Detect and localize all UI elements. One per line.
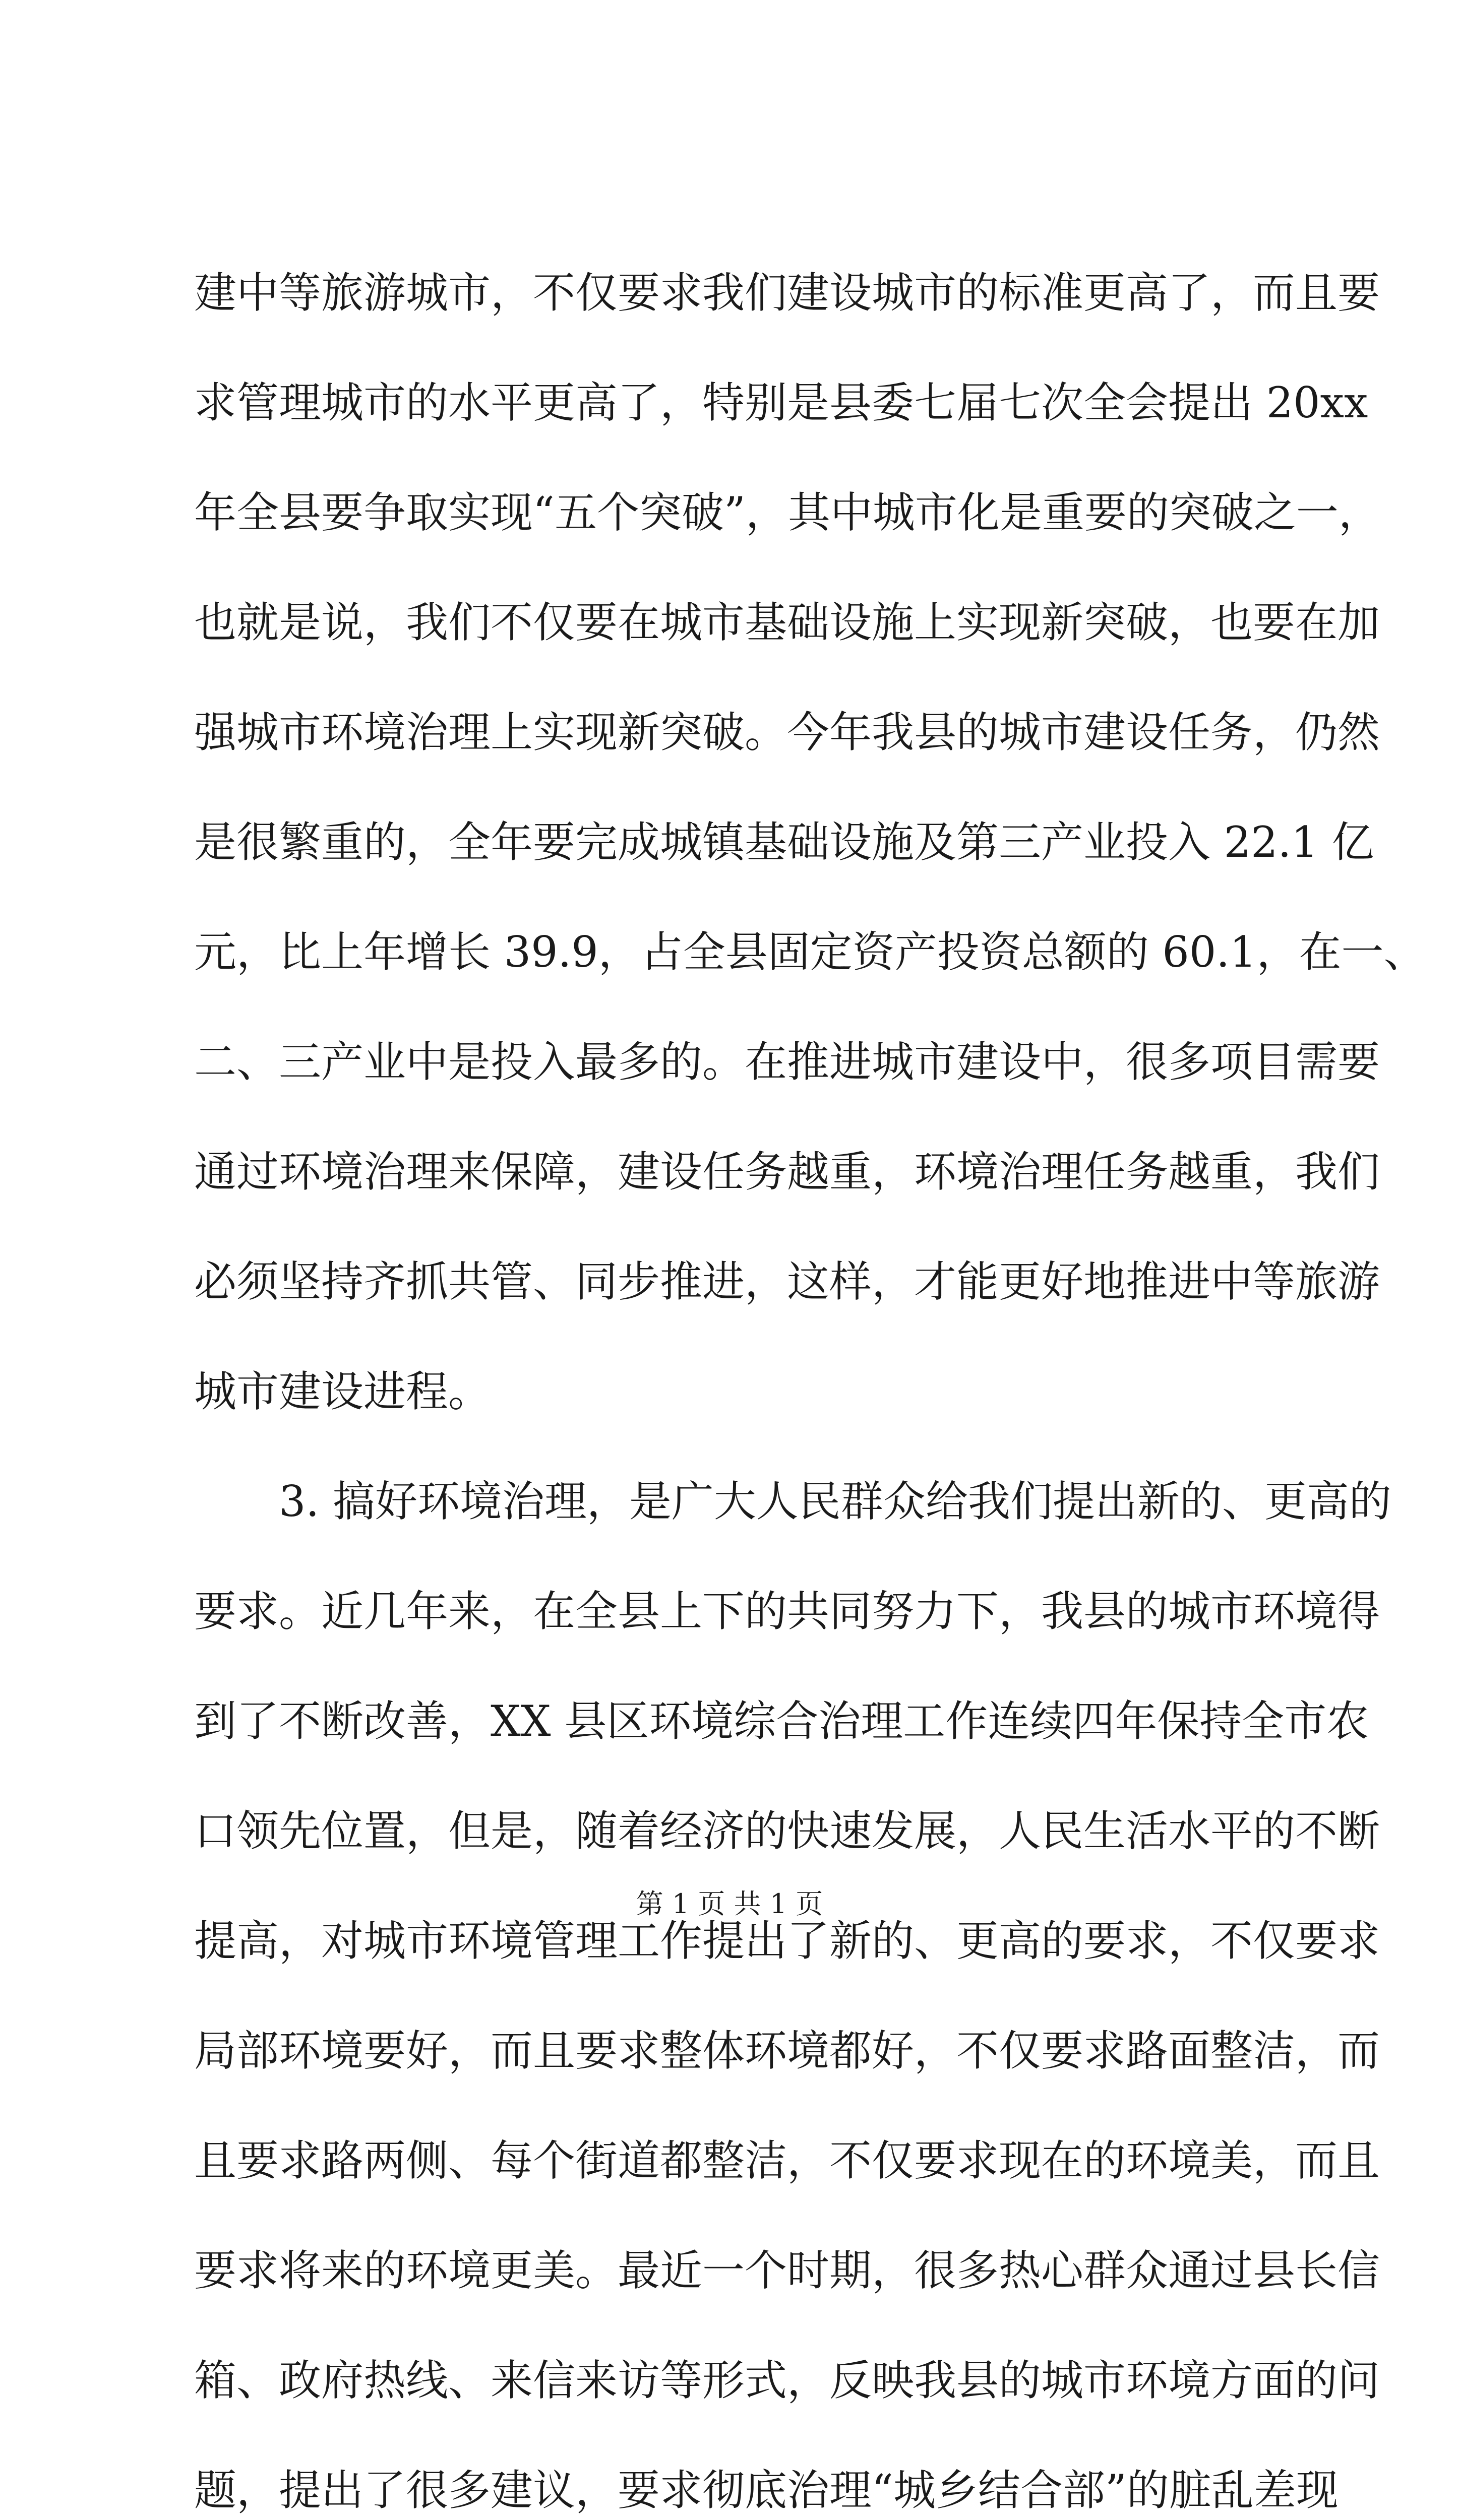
body-text: [194, 238, 1426, 2520]
text-line: 也就是说，我们不仅要在城市基础设施上实现新突破，也要在加: [194, 598, 1380, 647]
text-line: 通过环境治理来保障，建设任务越重，环境治理任务越重，我们: [194, 1147, 1380, 1196]
text-line: 箱、政府热线、来信来访等形式，反映我县的城市环境方面的问: [194, 2356, 1380, 2405]
text-line: 元，比上年增长 39.9，占全县固定资产投资总额的 60.1，在一、: [194, 927, 1426, 977]
text-line: 到了不断改善，XX 县区环境综合治理工作连续四年保持全市农: [194, 1696, 1369, 1746]
text-line: 要求将来的环境更美。最近一个时期，很多热心群众通过县长信: [194, 2246, 1380, 2295]
text-line: 3. 搞好环境治理，是广大人民群众给我们提出新的、更高的: [194, 1477, 1391, 1526]
text-line: 年全县要争取实现“五个突破”，其中城市化是重要的突破之一，: [194, 488, 1381, 537]
text-line: 二、三产业中是投入最多的。在推进城市建设中，很多项目需要: [194, 1037, 1380, 1087]
page-footer: 第 1 页 共 1 页: [636, 1888, 823, 1920]
text-line: 是很繁重的，全年要完成城镇基础设施及第三产业投入 22.1 亿: [194, 817, 1374, 867]
text-line: 题，提出了很多建议，要求彻底治理“城乡结合部”的脏乱差现: [194, 2466, 1339, 2515]
text-line: 城市建设进程。: [194, 1367, 491, 1416]
text-line: 强城市环境治理上实现新突破。今年我县的城市建设任务，仍然: [194, 708, 1380, 757]
text-line: 要求。近几年来，在全县上下的共同努力下，我县的城市环境得: [194, 1587, 1380, 1636]
text-line: 提高，对城市环境管理工作提出了新的、更高的要求，不仅要求: [194, 1916, 1380, 1966]
text-line: 必须坚持齐抓共管、同步推进，这样，才能更好地推进中等旅游: [194, 1257, 1380, 1306]
text-line: 局部环境要好，而且要求整体环境都好，不仅要求路面整洁，而: [194, 2026, 1380, 2075]
text-line: 求管理城市的水平更高了，特别是县委七届七次全会提出 20xx: [194, 378, 1368, 427]
text-line: 口领先位置，但是，随着经济的快速发展，人民生活水平的不断: [194, 1806, 1380, 1856]
text-line: 且要求路两侧、每个街道都整洁，不仅要求现在的环境美，而且: [194, 2136, 1380, 2185]
text-line: 建中等旅游城市，不仅要求我们建设城市的标准更高了，而且要: [194, 268, 1380, 318]
